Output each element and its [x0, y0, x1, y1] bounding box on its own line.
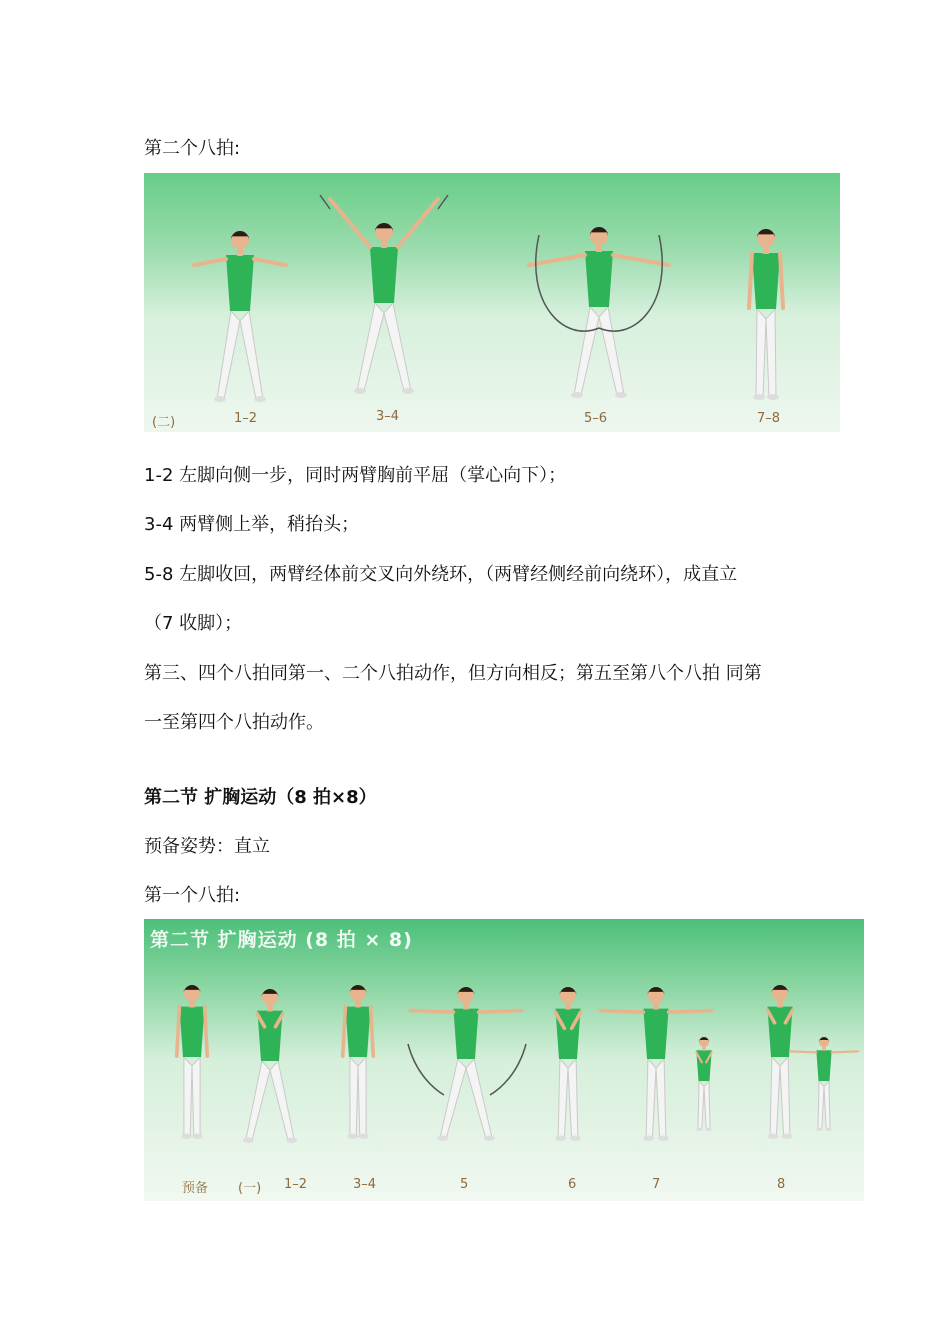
motion-arc-left: [408, 1044, 444, 1095]
fig1-label-1-2: 1–2: [234, 411, 258, 426]
fig2-label-7: 7: [652, 1177, 661, 1192]
figure2-person-6: [555, 987, 580, 1141]
text-step-5-8-continued: （7 收脚）；: [144, 613, 243, 634]
text-third-fourth-eight-beat: 第三、四个八拍同第一、二个八拍动作，但方向相反；第五至第八个八拍 同第: [144, 663, 762, 684]
motion-arc-right: [490, 1044, 526, 1095]
figure2-person-7: [600, 987, 712, 1141]
fig1-label-section: (二): [152, 415, 176, 430]
figure2-person-1-2: [243, 989, 297, 1143]
figure1-person-1-2: [194, 231, 286, 402]
figure2-person-7-side: [696, 1037, 711, 1131]
fig1-label-7-8: 7–8: [757, 411, 781, 426]
section-heading: 第二节 扩胸运动（8 拍×8）: [144, 787, 377, 808]
fig2-label-6: 6: [568, 1177, 577, 1192]
text-second-eight-beat: 第二个八拍:: [144, 138, 241, 159]
text-fifth-eighth-eight-beat: 一至第四个八拍动作。: [144, 712, 324, 733]
figure1-person-3-4: [330, 199, 438, 394]
figure1-person-7-8: [749, 229, 783, 400]
text-ready-posture: 预备姿势：直立: [144, 836, 270, 857]
fig1-label-5-6: 5–6: [584, 411, 608, 426]
fig2-label-1-2: 1–2: [284, 1177, 308, 1192]
figure2-person-3-4: [343, 985, 374, 1139]
arrow-up-left: [320, 195, 330, 209]
fig1-label-3-4: 3–4: [376, 409, 400, 424]
fig2-label-3-4: 3–4: [353, 1177, 377, 1192]
fig2-label-5: 5: [460, 1177, 469, 1192]
arrow-up-right: [438, 195, 448, 209]
illustration-2-canvas: [144, 919, 864, 1201]
figure2-person-5: [410, 987, 522, 1141]
illustration-1-canvas: [144, 173, 840, 432]
text-step-5-8: 5-8 左脚收回，两臂经体前交叉向外绕环，（两臂经侧经前向绕环），成直立: [144, 564, 738, 585]
fig2-label-section: (一): [238, 1181, 262, 1196]
fig2-label-ready: 预备: [182, 1181, 209, 1196]
exercise-illustration-2: [144, 919, 864, 1201]
figure2-person-8: [767, 985, 792, 1139]
text-step-3-4: 3-4 两臂侧上举，稍抬头；: [144, 514, 360, 535]
figure2-person-ready: [177, 985, 208, 1139]
text-step-1-2: 1-2 左脚向侧一步，同时两臂胸前平屈（掌心向下）；: [144, 465, 567, 486]
fig2-label-8: 8: [777, 1177, 786, 1192]
exercise-illustration-1: [144, 173, 840, 432]
fig2-title: 第二节 扩胸运动 (8 拍 × 8): [150, 929, 413, 951]
figure2-person-8-side: [790, 1037, 858, 1131]
text-first-eight-beat: 第一个八拍:: [144, 885, 241, 906]
